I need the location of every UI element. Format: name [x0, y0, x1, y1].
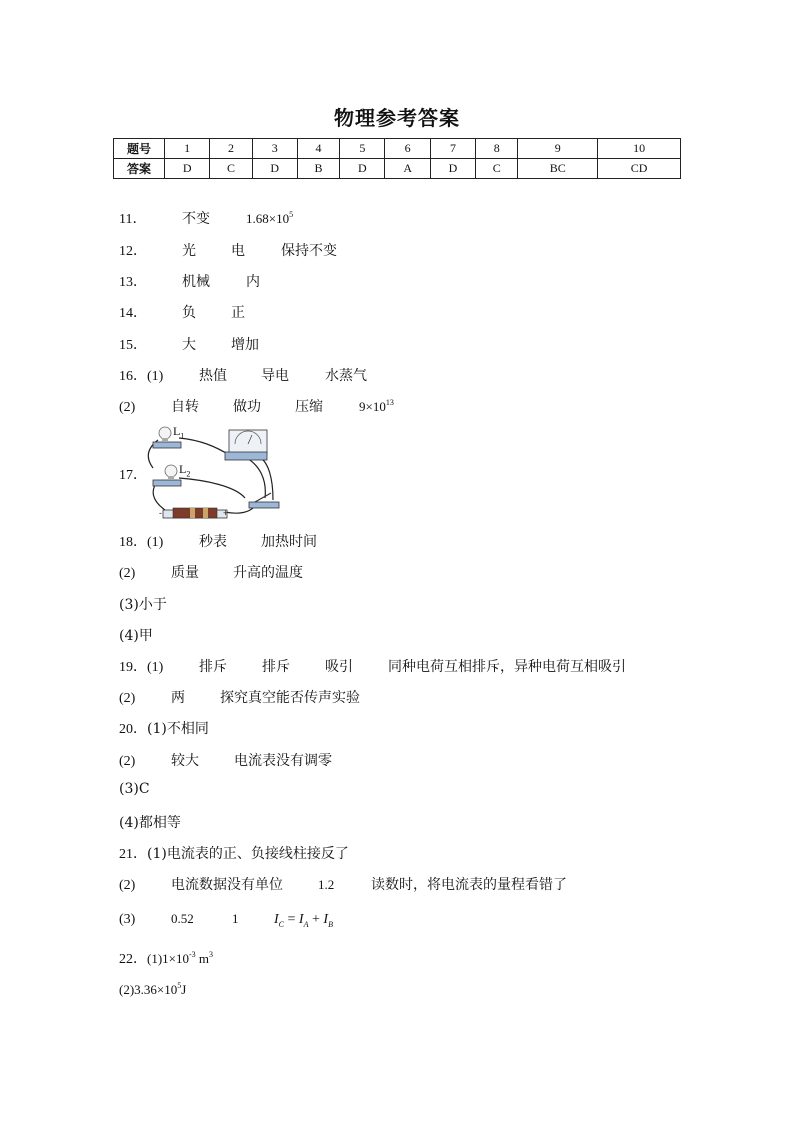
answer-line-11 [119, 208, 293, 228]
part-label: (3) [119, 912, 136, 927]
table-cell: 1 [165, 139, 210, 159]
question-number: 11． [119, 212, 147, 227]
table-row [114, 159, 681, 179]
answer-text: 同种电荷互相排斥，异种电荷互相吸引 [388, 659, 626, 675]
answer-text: 机械 [182, 274, 210, 290]
bulb-label-l2: $L_2$ [179, 462, 191, 479]
table-cell: D [340, 159, 385, 179]
bulb-label-l1: $L_1$ [173, 424, 185, 441]
table-cell: 8 [476, 139, 518, 159]
table-cell: BC [518, 159, 598, 179]
answer-table [113, 138, 681, 179]
answer-text: 秒表 [199, 534, 227, 550]
answer-line-16 [119, 365, 367, 385]
table-row [114, 139, 681, 159]
answer-text: 加热时间 [261, 534, 317, 550]
answer-text: 排斥 [262, 659, 290, 675]
question-number: 16． [119, 369, 147, 384]
table-cell: CD [598, 159, 681, 179]
table-cell: 9 [518, 139, 598, 159]
table-cell: B [297, 159, 339, 179]
answer-text: 增加 [231, 337, 259, 353]
table-cell: 7 [430, 139, 475, 159]
answer-value: 0.52 [171, 911, 194, 926]
answer-line-20-2 [119, 750, 332, 770]
question-number: 22． [119, 952, 147, 967]
table-cell: 4 [297, 139, 339, 159]
answer-line-20 [119, 718, 209, 738]
circuit-diagram [145, 420, 285, 528]
answer-line-18-3: (3)小于 [119, 597, 167, 613]
table-cell: A [385, 159, 430, 179]
answer-text: 热值 [199, 368, 227, 384]
answer-line-19-2 [119, 687, 360, 707]
answer-line-20-4: (4)都相等 [119, 815, 181, 831]
answer-text: 光 [182, 243, 196, 259]
part-label: (2) [119, 566, 136, 581]
table-cell: D [165, 159, 210, 179]
question-number: 19． [119, 660, 147, 675]
answer-line-14 [119, 302, 245, 322]
svg-text:+: + [223, 508, 229, 518]
table-cell: 3 [252, 139, 297, 159]
question-number: 14． [119, 306, 147, 321]
answer-text: 不变 [182, 211, 210, 227]
answer-line-18-2 [119, 562, 303, 582]
answer-value: $9\times 10^{13}$ [359, 398, 394, 414]
answer-line-16-2 [119, 396, 394, 416]
answer-line-22-2 [119, 982, 186, 998]
answer-value: 1.2 [318, 877, 335, 892]
answer-line-18 [119, 531, 317, 551]
answer-text: 负 [182, 305, 196, 321]
answer-value: $(2)3.36\times 10^5J$ [119, 981, 187, 997]
part-label: (1) [147, 660, 164, 675]
question-number: 20． [119, 722, 147, 737]
answer-text: 升高的温度 [233, 565, 303, 581]
answer-text: 压缩 [295, 399, 323, 415]
switch-icon [249, 493, 279, 508]
answer-text: 排斥 [199, 659, 227, 675]
answer-text: 自转 [171, 399, 199, 415]
page-title: 物理参考答案 [334, 106, 460, 130]
table-cell: 2 [210, 139, 252, 159]
question-number: 13． [119, 275, 147, 290]
part-label: (2) [119, 691, 136, 706]
bulb-icon [153, 465, 181, 486]
answer-text: 水蒸气 [325, 368, 367, 384]
formula: $I_C = I_A + I_B$ [274, 912, 333, 929]
answer-line-21-3 [119, 911, 333, 929]
answer-line-20-3: (3)C [119, 781, 150, 797]
answer-text: 电 [231, 243, 245, 259]
table-cell: C [210, 159, 252, 179]
answer-text: (1)不相同 [147, 721, 209, 737]
table-cell: 10 [598, 139, 681, 159]
table-cell: D [430, 159, 475, 179]
answer-text: (1)电流表的正、负接线柱接反了 [147, 846, 349, 862]
answer-value: $1.68\times 10^5$ [246, 210, 294, 226]
question-number: 12． [119, 244, 147, 259]
part-label: (1) [147, 369, 164, 384]
table-cell: D [252, 159, 297, 179]
answer-text: 内 [246, 274, 260, 290]
answer-line-21 [119, 843, 349, 863]
answer-text: 做功 [233, 399, 261, 415]
ammeter-icon [225, 430, 267, 460]
answer-text: 质量 [171, 565, 199, 581]
answer-text: 较大 [171, 753, 199, 769]
part-label: (2) [119, 400, 136, 415]
answer-text: 导电 [261, 368, 289, 384]
answer-text: 大 [182, 337, 196, 353]
part-label: (2) [119, 754, 136, 769]
answer-line-19 [119, 656, 626, 676]
table-header-cell: 题号 [114, 139, 165, 159]
answer-value: $(1)1\times 10^{-3}$ $m^3$ [147, 950, 214, 966]
answer-line-15 [119, 334, 259, 354]
answer-line-12 [119, 240, 337, 260]
answer-text: 读数时，将电流表的量程看错了 [371, 877, 567, 893]
answer-value: 1 [232, 911, 239, 926]
question-number: 21． [119, 847, 147, 862]
answer-text: 电流表没有调零 [234, 753, 332, 769]
answer-line-13 [119, 271, 260, 291]
answer-text: 正 [231, 305, 245, 321]
answer-text: 保持不变 [281, 243, 337, 259]
answer-text: 吸引 [325, 659, 353, 675]
question-number: 18． [119, 535, 147, 550]
answer-line-21-2 [119, 874, 567, 894]
part-label: (1) [147, 535, 164, 550]
battery-icon [163, 508, 227, 518]
table-cell: 6 [385, 139, 430, 159]
question-number: 17． [119, 468, 147, 483]
answer-text: 探究真空能否传声实验 [220, 690, 360, 706]
answer-text: 两 [171, 690, 185, 706]
part-label: (2) [119, 878, 136, 893]
answer-line-22 [119, 948, 213, 968]
answer-line-17 [119, 464, 147, 484]
svg-text:-: - [159, 508, 162, 518]
table-cell: C [476, 159, 518, 179]
table-cell: 5 [340, 139, 385, 159]
question-number: 15． [119, 338, 147, 353]
table-header-cell: 答案 [114, 159, 165, 179]
answer-text: 电流数据没有单位 [171, 877, 283, 893]
answer-line-18-4: (4)甲 [119, 628, 153, 644]
